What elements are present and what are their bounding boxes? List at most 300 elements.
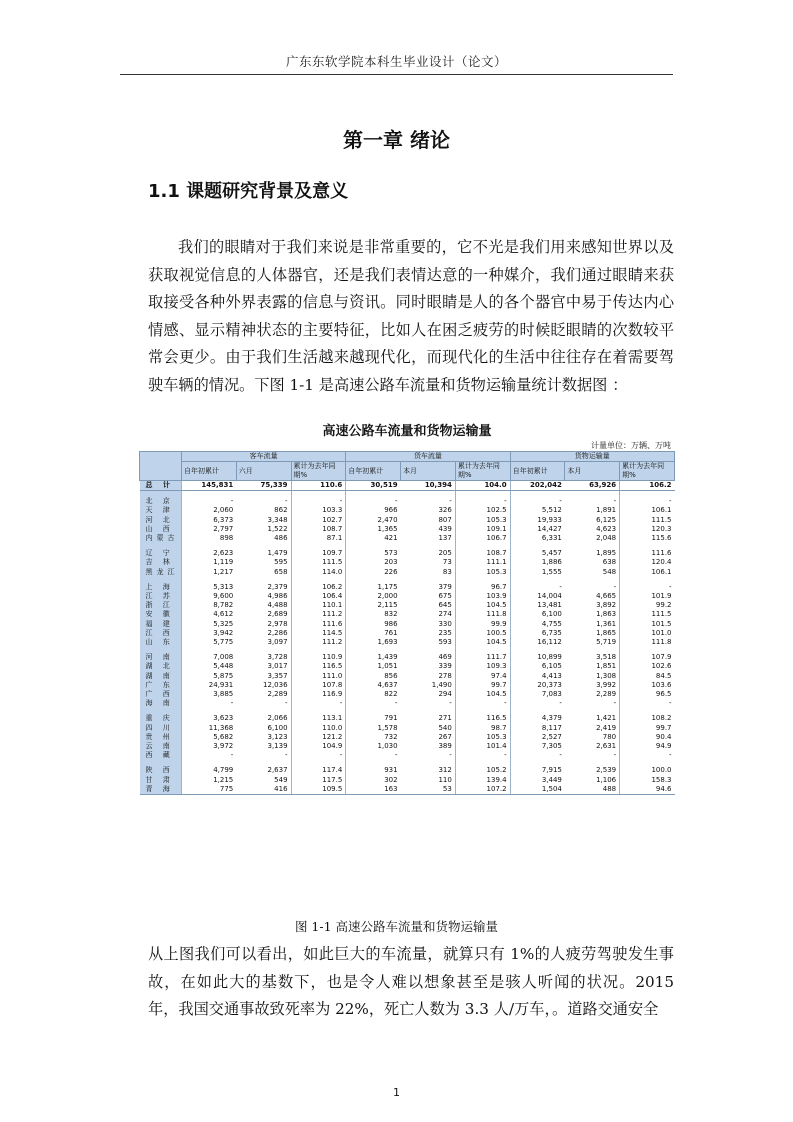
table-cell: 2,048 (596, 534, 617, 543)
table-cell: 10,394 (401, 481, 456, 491)
table-cell: 5,325 (182, 620, 237, 629)
group-header: 货车流量 (346, 452, 510, 462)
region-label: 湖 北 (140, 662, 182, 671)
table-cell: 2,289 (267, 690, 288, 699)
table-cell: 120.3 (620, 525, 675, 534)
table-cell: 1,891 (596, 506, 617, 515)
table-cell: 3,518 (596, 653, 617, 662)
table-cell: 108.7 (455, 549, 510, 558)
figure-1-1 (139, 420, 675, 908)
page-header: 广东东软学院本科生毕业设计（论文） (285, 54, 507, 69)
table-cell: 1,504 (510, 785, 565, 795)
table-cell: 1,217 (182, 568, 237, 577)
column-header: 自年初累计 (346, 462, 401, 481)
page-number: 1 (393, 1086, 400, 1099)
table-cell: 1,361 (596, 619, 617, 628)
table-cell: 75,339 (236, 481, 291, 491)
table-row (140, 629, 675, 638)
table-cell: 114.5 (291, 629, 346, 638)
region-label: 吉 林 (140, 558, 182, 567)
table-cell: 1,119 (182, 558, 237, 567)
table-cell: - (455, 497, 510, 506)
table-cell: 109.3 (455, 662, 510, 671)
table-cell: 439 (438, 524, 452, 533)
table-cell: 6,331 (510, 534, 565, 543)
column-header: 自年初累计 (182, 462, 237, 481)
table-cell: 24,931 (182, 681, 237, 690)
table-cell: 10,899 (510, 653, 565, 662)
region-label: 河 北 (140, 516, 182, 525)
table-cell: 96.5 (620, 690, 675, 699)
table-cell: - (182, 497, 237, 506)
region-header (140, 452, 182, 481)
table-row (140, 653, 675, 662)
table-cell: 469 (438, 653, 452, 662)
table-cell: 102.7 (291, 516, 346, 525)
table-row (140, 690, 675, 699)
table-cell: 3,123 (267, 732, 288, 741)
table-cell: 120.4 (620, 558, 675, 567)
table-cell: 7,915 (510, 766, 565, 775)
table-cell: 97.4 (455, 672, 510, 681)
table-row (140, 497, 675, 506)
table-cell: 2,689 (267, 610, 288, 619)
table-cell: 53 (401, 785, 456, 795)
table-cell: 421 (346, 534, 401, 543)
stats-table-body (140, 481, 675, 795)
table-cell: - (510, 583, 565, 592)
region-label: 贵 州 (140, 733, 182, 742)
table-cell: 832 (346, 610, 401, 619)
stats-table (139, 451, 675, 795)
table-cell: - (449, 751, 452, 760)
table-row (140, 592, 675, 601)
table-row (140, 776, 675, 785)
table-cell: 117.4 (291, 766, 346, 775)
table-cell: 856 (346, 672, 401, 681)
table-cell: 5,719 (596, 638, 617, 647)
table-cell: 7,008 (182, 653, 237, 662)
table-cell: 96.7 (455, 583, 510, 592)
table-cell: 98.7 (455, 724, 510, 733)
column-header: 累计为去年同期% (455, 462, 510, 481)
table-cell: 4,986 (267, 592, 288, 601)
table-row (140, 714, 675, 723)
table-row (140, 785, 675, 795)
table-cell: 104.5 (455, 638, 510, 647)
column-header: 六月 (236, 462, 291, 481)
table-cell: 549 (274, 775, 288, 784)
region-label: 黑龙江 (140, 568, 182, 577)
total-label: 总 计 (140, 481, 182, 491)
table-cell: 99.2 (620, 601, 675, 610)
table-row (140, 724, 675, 733)
table-cell: 775 (182, 785, 237, 795)
table-cell: 111.6 (291, 620, 346, 629)
region-label: 山 西 (140, 525, 182, 534)
table-cell: 106.2 (620, 481, 675, 491)
table-cell: 84.5 (620, 672, 675, 681)
table-cell: 2,060 (182, 506, 237, 515)
table-cell: 5,457 (510, 549, 565, 558)
table-cell: 13,481 (510, 601, 565, 610)
table-cell: 1,490 (431, 680, 452, 689)
region-label: 江 西 (140, 629, 182, 638)
table-cell: - (510, 497, 565, 506)
table-cell: 83 (442, 567, 452, 576)
table-cell: 63,926 (565, 481, 620, 491)
table-cell: 103.3 (291, 506, 346, 515)
table-cell: 3,892 (596, 601, 617, 610)
table-cell: 226 (346, 568, 401, 577)
table-cell: - (285, 699, 288, 708)
table-cell: 103.6 (620, 681, 675, 690)
table-cell: 111.6 (620, 549, 675, 558)
section-title: 1.1 课题研究背景及意义 (148, 181, 349, 202)
table-cell: 101.5 (620, 620, 675, 629)
table-cell: 102.6 (620, 662, 675, 671)
table-cell: 3,017 (267, 662, 288, 671)
table-cell: 595 (274, 558, 288, 567)
table-cell: 107.9 (620, 653, 675, 662)
table-cell: 158.3 (620, 776, 675, 785)
table-cell: 986 (346, 620, 401, 629)
table-cell: 4,612 (182, 610, 237, 619)
table-cell: 99.7 (620, 724, 675, 733)
table-cell: 111.5 (620, 516, 675, 525)
table-cell: - (620, 751, 675, 760)
table-cell: 111.2 (291, 638, 346, 647)
table-cell: 675 (438, 592, 452, 601)
table-cell: 271 (438, 714, 452, 723)
table-cell: 1,215 (182, 776, 237, 785)
table-cell: 3,623 (182, 714, 237, 723)
table-cell: 3,972 (182, 742, 237, 751)
table-cell: 2,470 (346, 516, 401, 525)
table-cell: 2,379 (267, 582, 288, 591)
table-cell: 4,799 (182, 766, 237, 775)
region-label: 四 川 (140, 724, 182, 733)
table-cell: 109.5 (291, 785, 346, 795)
group-header: 客车流量 (182, 452, 346, 462)
table-cell: 107.2 (455, 785, 510, 795)
table-cell: 1,865 (596, 628, 617, 637)
table-cell: 2,000 (346, 592, 401, 601)
column-header: 累计为去年同期% (620, 462, 675, 481)
table-cell: 3,139 (267, 742, 288, 751)
body-paragraph-2: 从上图我们可以看出，如此巨大的车流量，就算只有 1%的人疲劳驾驶发生事故，在如此大的基数下，也是令人难以想象甚至是骇人听闻的状况。2015 年，我国交通事故致死率为 22%，死亡人数为 3.3 人/万车，。道路交通安全 (148, 945, 674, 1018)
table-cell: 110.0 (291, 724, 346, 733)
table-cell: 110.6 (291, 481, 346, 491)
table-cell: 6,125 (596, 515, 617, 524)
table-cell: 202,042 (510, 481, 565, 491)
table-cell: 116.5 (291, 662, 346, 671)
table-cell: 822 (346, 690, 401, 699)
table-cell: 3,728 (267, 653, 288, 662)
table-row (140, 516, 675, 525)
table-cell: 107.8 (291, 681, 346, 690)
table-cell: 101.4 (455, 742, 510, 751)
table-cell: 9,600 (182, 592, 237, 601)
table-cell: 3,942 (182, 629, 237, 638)
region-label: 浙 江 (140, 601, 182, 610)
table-cell: - (182, 751, 237, 760)
table-cell: 87.1 (291, 534, 346, 543)
region-label: 河 南 (140, 653, 182, 662)
table-cell: 416 (236, 785, 291, 795)
table-cell: 3,992 (596, 680, 617, 689)
table-cell: 1,693 (346, 638, 401, 647)
table-cell: 2,115 (346, 601, 401, 610)
region-label: 江 苏 (140, 592, 182, 601)
table-cell: 108.7 (291, 525, 346, 534)
table-row (140, 662, 675, 671)
table-cell: 116.5 (455, 714, 510, 723)
table-cell: 111.2 (291, 610, 346, 619)
table-row (140, 525, 675, 534)
table-cell: 1,308 (596, 671, 617, 680)
header-rule (120, 74, 673, 75)
region-label: 福 建 (140, 620, 182, 629)
table-cell: 389 (438, 742, 452, 751)
table-cell: 102.5 (455, 506, 510, 515)
region-label: 重 庆 (140, 714, 182, 723)
table-cell: 3,348 (267, 515, 288, 524)
table-cell: 14,004 (510, 592, 565, 601)
table-cell: - (346, 497, 401, 506)
table-cell: 6,105 (510, 662, 565, 671)
table-cell: 121.2 (291, 733, 346, 742)
table-cell: 116.9 (291, 690, 346, 699)
table-cell: 4,665 (596, 592, 617, 601)
table-cell: 593 (438, 638, 452, 647)
table-cell: 330 (438, 619, 452, 628)
table-cell: 115.6 (620, 534, 675, 543)
table-cell: 732 (346, 733, 401, 742)
table-cell: 100.5 (455, 629, 510, 638)
table-cell: 1,522 (267, 524, 288, 533)
column-header: 本月 (401, 462, 456, 481)
table-cell: 203 (346, 558, 401, 567)
table-cell: 73 (442, 558, 452, 567)
table-cell: 94.9 (620, 742, 675, 751)
region-label: 甘 肃 (140, 776, 182, 785)
table-cell: 2,797 (182, 525, 237, 534)
table-cell: 1,175 (346, 583, 401, 592)
figure-caption: 图 1-1 高速公路车流量和货物运输量 (294, 919, 499, 934)
region-label: 青 海 (140, 785, 182, 795)
group-header: 货物运输量 (510, 452, 674, 462)
table-cell: 1,421 (596, 714, 617, 723)
table-cell: 3,357 (267, 671, 288, 680)
table-cell: 109.7 (291, 549, 346, 558)
table-cell: 205 (438, 549, 452, 558)
table-cell: 1,365 (346, 525, 401, 534)
table-cell: 2,066 (267, 714, 288, 723)
table-cell: 105.3 (455, 733, 510, 742)
table-cell: 862 (274, 506, 288, 515)
figure-unit: 计量单位：万辆、万吨 (591, 441, 671, 450)
table-cell: 1,895 (596, 549, 617, 558)
table-cell: 658 (274, 567, 288, 576)
table-cell: - (346, 699, 401, 708)
table-cell: 807 (438, 515, 452, 524)
region-label: 云 南 (140, 742, 182, 751)
body-paragraph-1: 我们的眼睛对于我们来说是非常重要的，它不光是我们用来感知世界以及获取视觉信息的人体器官，还是我们表情达意的一种媒介，我们通过眼睛来获取接受各种外界表露的信息与资讯。同时眼睛是人的各个器官中易于传达内心情感、显示精神状态的主要特征，比如人在困乏疲劳的时候眨眼睛的次数较平常会更少。由于我们生活越来越现代化，而现代化的生活中往往存在着需要驾驶车辆的情况。下图 1-1 是高速公路车流量和货物运输量统计数据图 ： (148, 238, 674, 394)
table-cell: 780 (602, 732, 617, 741)
table-cell: - (449, 497, 452, 506)
table-cell: 5,775 (182, 638, 237, 647)
table-cell: 5,875 (182, 672, 237, 681)
table-cell: - (620, 699, 675, 708)
table-cell: 110.1 (291, 601, 346, 610)
table-cell: 2,623 (182, 549, 237, 558)
table-cell: 1,863 (596, 610, 617, 619)
table-cell: 931 (346, 766, 401, 775)
table-cell: 274 (438, 610, 452, 619)
table-row (140, 742, 675, 751)
table-cell: 2,637 (267, 766, 288, 775)
table-cell: 5,512 (510, 506, 565, 515)
total-row (140, 481, 675, 491)
region-label: 广 东 (140, 681, 182, 690)
region-label: 北 京 (140, 497, 182, 506)
table-cell: 20,373 (510, 681, 565, 690)
table-cell: 3,449 (510, 776, 565, 785)
table-cell: - (613, 699, 617, 708)
table-row (140, 751, 675, 760)
table-cell: 11,368 (182, 724, 237, 733)
table-cell: 101.0 (620, 629, 675, 638)
table-cell: 145,831 (182, 481, 237, 491)
region-label: 内蒙古 (140, 534, 182, 543)
table-cell: 339 (438, 662, 452, 671)
table-cell: 638 (602, 558, 617, 567)
table-cell: 4,637 (346, 681, 401, 690)
table-cell: 5,448 (182, 662, 237, 671)
table-cell: 110 (438, 775, 452, 784)
column-header: 本月 (565, 462, 620, 481)
table-cell: 104.9 (291, 742, 346, 751)
table-cell: 1,578 (346, 724, 401, 733)
table-cell: 105.2 (455, 766, 510, 775)
table-cell: - (449, 699, 452, 708)
table-cell: 30,519 (346, 481, 401, 491)
table-cell: 90.4 (620, 733, 675, 742)
table-row (140, 506, 675, 515)
figure-title: 高速公路车流量和货物运输量 (322, 424, 492, 439)
table-cell: 2,978 (267, 619, 288, 628)
table-cell: 8,117 (510, 724, 565, 733)
table-cell: 111.8 (620, 638, 675, 647)
table-cell: 2,419 (596, 723, 617, 732)
table-cell: 110.9 (291, 653, 346, 662)
table-cell: - (510, 699, 565, 708)
table-cell: 117.5 (291, 776, 346, 785)
table-cell: 16,112 (510, 638, 565, 647)
table-cell: 12,036 (263, 680, 288, 689)
table-cell: 109.1 (455, 525, 510, 534)
table-cell: 294 (438, 690, 452, 699)
table-cell: 235 (438, 628, 452, 637)
table-cell: 278 (438, 671, 452, 680)
table-row (140, 610, 675, 619)
table-cell: 7,083 (510, 690, 565, 699)
table-cell: - (455, 751, 510, 760)
table-cell: 94.6 (620, 785, 675, 795)
table-cell: 105.3 (455, 568, 510, 577)
table-cell: 3,097 (267, 638, 288, 647)
table-cell: - (291, 699, 346, 708)
table-cell: 1,851 (596, 662, 617, 671)
table-cell: 14,427 (510, 525, 565, 534)
table-cell: 163 (346, 785, 401, 795)
table-cell: 1,030 (346, 742, 401, 751)
table-cell: 4,623 (596, 524, 617, 533)
table-cell: 2,286 (267, 628, 288, 637)
table-cell: 2,631 (596, 742, 617, 751)
table-cell: 326 (438, 506, 452, 515)
table-cell: 312 (438, 766, 452, 775)
table-cell: 1,555 (510, 568, 565, 577)
region-label: 广 西 (140, 690, 182, 699)
table-cell: - (291, 497, 346, 506)
region-label: 海 南 (140, 699, 182, 708)
table-cell: 99.7 (455, 681, 510, 690)
table-cell: 105.3 (455, 516, 510, 525)
region-label: 安 徽 (140, 610, 182, 619)
table-cell: 761 (346, 629, 401, 638)
table-cell: 540 (438, 723, 452, 732)
table-cell: - (285, 497, 288, 506)
table-row (140, 733, 675, 742)
column-header: 累计为去年同期% (291, 462, 346, 481)
table-row (140, 638, 675, 647)
region-label: 上 海 (140, 583, 182, 592)
table-cell: 106.7 (455, 534, 510, 543)
table-cell: 4,755 (510, 620, 565, 629)
table-cell: 103.9 (455, 592, 510, 601)
table-cell: 113.1 (291, 714, 346, 723)
table-cell: 111.5 (291, 558, 346, 567)
table-cell: 645 (438, 601, 452, 610)
table-cell: 137 (438, 534, 452, 543)
table-cell: 486 (274, 534, 288, 543)
table-cell: 6,735 (510, 629, 565, 638)
region-label: 天 津 (140, 506, 182, 515)
table-cell: 791 (346, 714, 401, 723)
table-cell: 4,488 (267, 601, 288, 610)
table-cell: 3,885 (182, 690, 237, 699)
table-cell: 104.5 (455, 690, 510, 699)
table-cell: 106.1 (620, 506, 675, 515)
table-cell: 111.8 (455, 610, 510, 619)
chapter-title: 第一章 绪论 (343, 128, 450, 152)
table-cell: 488 (565, 785, 620, 795)
table-cell: - (455, 699, 510, 708)
table-cell: 100.0 (620, 766, 675, 775)
table-cell: 106.1 (620, 568, 675, 577)
table-cell: 7,305 (510, 742, 565, 751)
table-cell: 4,413 (510, 672, 565, 681)
table-cell: 101.9 (620, 592, 675, 601)
table-cell: - (510, 751, 565, 760)
table-cell: 99.9 (455, 620, 510, 629)
table-cell: - (613, 497, 617, 506)
table-row (140, 534, 675, 543)
table-cell: 898 (182, 534, 237, 543)
table-cell: 2,289 (596, 690, 617, 699)
